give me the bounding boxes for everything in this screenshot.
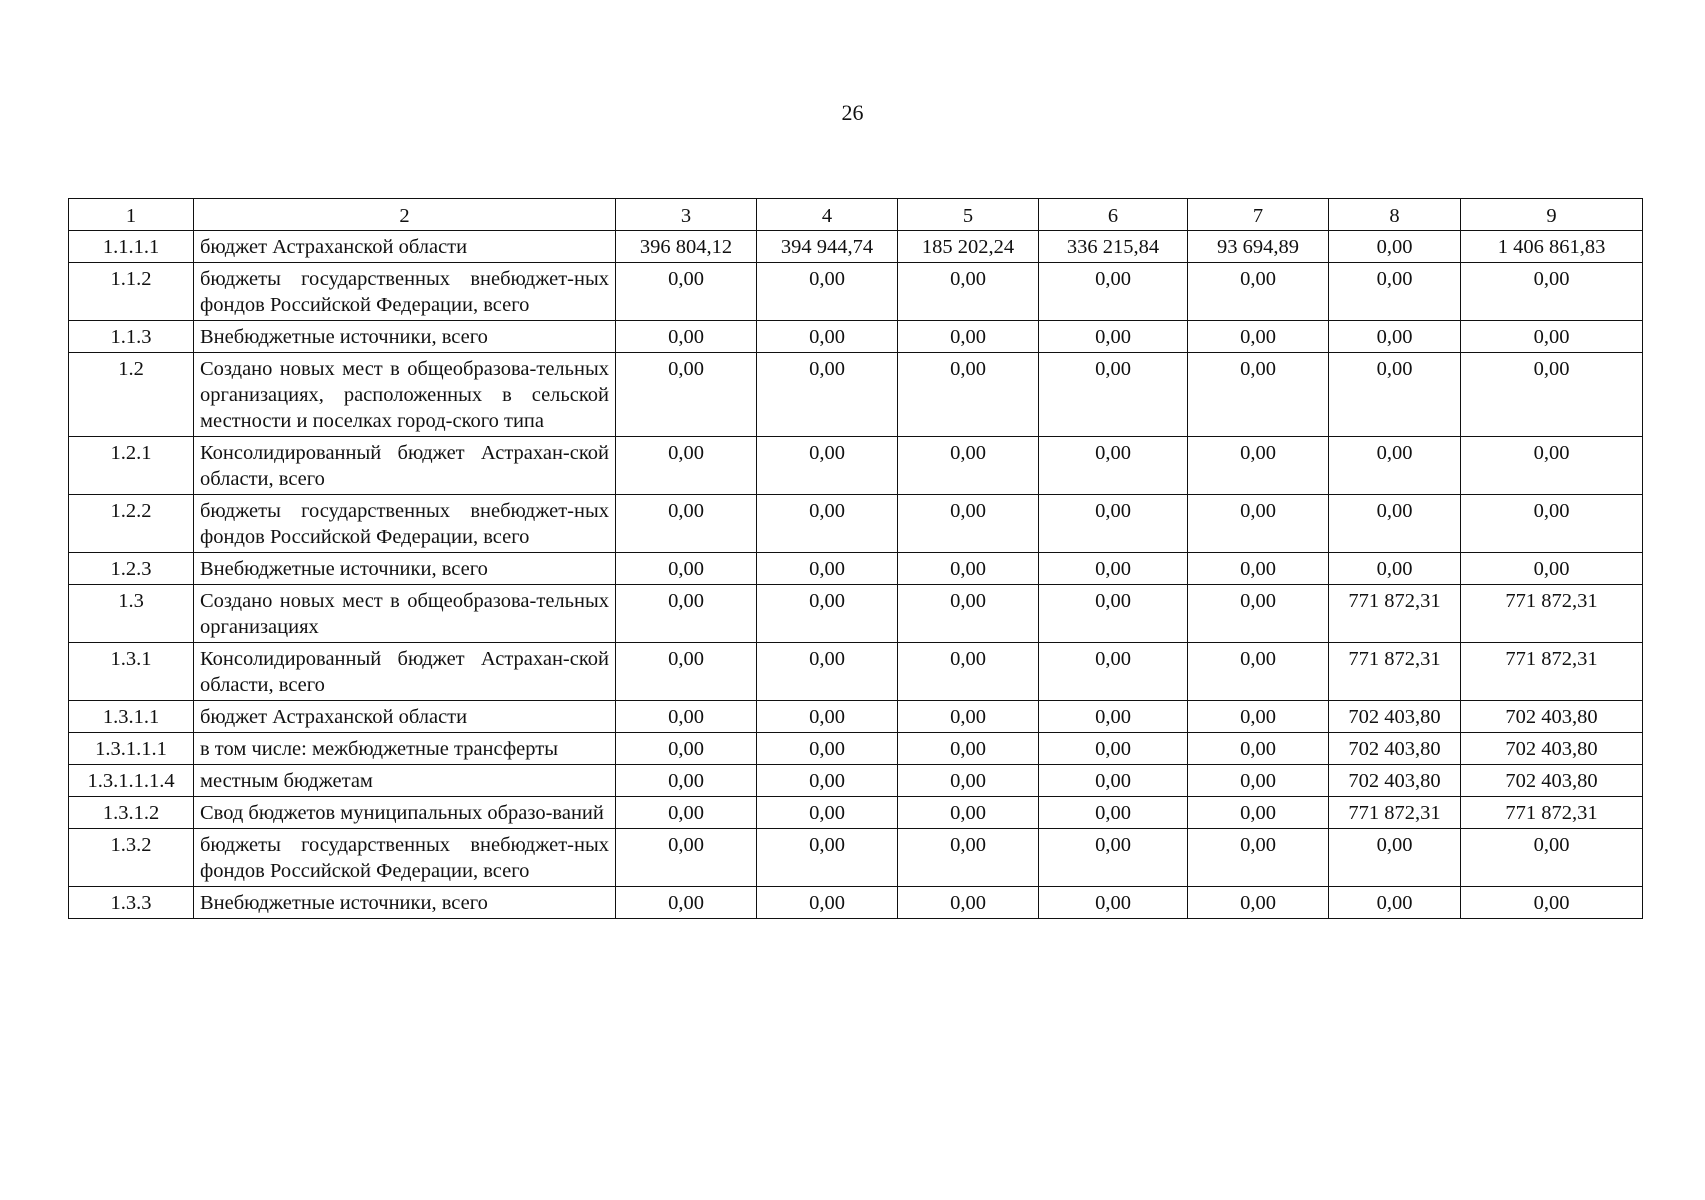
value-cell: 1 406 861,83 xyxy=(1461,231,1643,263)
value-cell: 0,00 xyxy=(1039,829,1188,887)
column-header: 3 xyxy=(616,199,757,231)
value-cell: 0,00 xyxy=(1461,887,1643,919)
value-cell: 0,00 xyxy=(898,643,1039,701)
value-cell: 702 403,80 xyxy=(1329,765,1461,797)
row-name-cell: в том числе: межбюджетные трансферты xyxy=(194,733,616,765)
row-code-cell: 1.3.1.2 xyxy=(69,797,194,829)
table-row xyxy=(69,231,1643,263)
row-name-cell: Внебюджетные источники, всего xyxy=(194,887,616,919)
value-cell: 0,00 xyxy=(616,437,757,495)
column-header: 7 xyxy=(1188,199,1329,231)
page-number: 26 xyxy=(841,100,864,125)
value-cell: 0,00 xyxy=(1329,829,1461,887)
value-cell: 0,00 xyxy=(898,495,1039,553)
table-row xyxy=(69,797,1643,829)
value-cell: 0,00 xyxy=(898,887,1039,919)
value-cell: 0,00 xyxy=(898,585,1039,643)
value-cell: 0,00 xyxy=(757,887,898,919)
row-code-cell: 1.2 xyxy=(69,353,194,437)
value-cell: 0,00 xyxy=(616,765,757,797)
row-name-cell: бюджет Астраханской области xyxy=(194,231,616,263)
value-cell: 702 403,80 xyxy=(1461,733,1643,765)
value-cell: 0,00 xyxy=(1461,263,1643,321)
row-name-cell: местным бюджетам xyxy=(194,765,616,797)
row-name-cell: Создано новых мест в общеобразова-тельных организациях, расположенных в сельской местности и поселках город-ского типа xyxy=(194,353,616,437)
value-cell: 0,00 xyxy=(757,765,898,797)
value-cell: 0,00 xyxy=(1188,797,1329,829)
value-cell: 771 872,31 xyxy=(1461,585,1643,643)
value-cell: 0,00 xyxy=(1329,353,1461,437)
row-code-cell: 1.2.2 xyxy=(69,495,194,553)
value-cell: 0,00 xyxy=(898,263,1039,321)
value-cell: 0,00 xyxy=(616,353,757,437)
row-name-cell: бюджеты государственных внебюджет-ных фондов Российской Федерации, всего xyxy=(194,495,616,553)
value-cell: 0,00 xyxy=(1461,553,1643,585)
value-cell: 0,00 xyxy=(1461,829,1643,887)
value-cell: 0,00 xyxy=(1329,437,1461,495)
column-header: 2 xyxy=(194,199,616,231)
row-code-cell: 1.2.3 xyxy=(69,553,194,585)
table-row xyxy=(69,829,1643,887)
value-cell: 0,00 xyxy=(1039,353,1188,437)
value-cell: 93 694,89 xyxy=(1188,231,1329,263)
value-cell: 0,00 xyxy=(757,495,898,553)
value-cell: 0,00 xyxy=(616,263,757,321)
value-cell: 336 215,84 xyxy=(1039,231,1188,263)
value-cell: 0,00 xyxy=(1188,437,1329,495)
value-cell: 0,00 xyxy=(1188,765,1329,797)
value-cell: 0,00 xyxy=(1188,829,1329,887)
value-cell: 0,00 xyxy=(757,733,898,765)
row-code-cell: 1.3.1.1 xyxy=(69,701,194,733)
value-cell: 0,00 xyxy=(1039,643,1188,701)
row-code-cell: 1.3.1 xyxy=(69,643,194,701)
budget-table xyxy=(68,198,1643,919)
value-cell: 771 872,31 xyxy=(1461,797,1643,829)
value-cell: 702 403,80 xyxy=(1329,733,1461,765)
row-code-cell: 1.1.1.1 xyxy=(69,231,194,263)
value-cell: 0,00 xyxy=(1461,321,1643,353)
value-cell: 0,00 xyxy=(1188,495,1329,553)
row-name-cell: бюджет Астраханской области xyxy=(194,701,616,733)
value-cell: 0,00 xyxy=(757,585,898,643)
value-cell: 0,00 xyxy=(898,437,1039,495)
value-cell: 771 872,31 xyxy=(1329,585,1461,643)
column-header: 5 xyxy=(898,199,1039,231)
value-cell: 0,00 xyxy=(1188,321,1329,353)
row-name-cell: Создано новых мест в общеобразова-тельных организациях xyxy=(194,585,616,643)
value-cell: 0,00 xyxy=(757,263,898,321)
row-code-cell: 1.2.1 xyxy=(69,437,194,495)
column-header: 4 xyxy=(757,199,898,231)
row-name-cell: Внебюджетные источники, всего xyxy=(194,553,616,585)
value-cell: 0,00 xyxy=(616,701,757,733)
value-cell: 0,00 xyxy=(1039,797,1188,829)
column-header: 6 xyxy=(1039,199,1188,231)
value-cell: 0,00 xyxy=(616,643,757,701)
row-name-cell: бюджеты государственных внебюджет-ных фондов Российской Федерации, всего xyxy=(194,263,616,321)
row-code-cell: 1.3.3 xyxy=(69,887,194,919)
value-cell: 0,00 xyxy=(1039,553,1188,585)
value-cell: 0,00 xyxy=(1039,887,1188,919)
value-cell: 0,00 xyxy=(1329,231,1461,263)
value-cell: 0,00 xyxy=(616,829,757,887)
row-code-cell: 1.1.2 xyxy=(69,263,194,321)
value-cell: 0,00 xyxy=(616,585,757,643)
value-cell: 0,00 xyxy=(1329,263,1461,321)
table-row xyxy=(69,321,1643,353)
row-code-cell: 1.3.1.1.1 xyxy=(69,733,194,765)
value-cell: 0,00 xyxy=(898,797,1039,829)
value-cell: 0,00 xyxy=(1188,643,1329,701)
value-cell: 702 403,80 xyxy=(1461,701,1643,733)
table-row xyxy=(69,585,1643,643)
value-cell: 0,00 xyxy=(1188,553,1329,585)
value-cell: 0,00 xyxy=(1329,321,1461,353)
table-row xyxy=(69,765,1643,797)
value-cell: 0,00 xyxy=(757,553,898,585)
table-row xyxy=(69,437,1643,495)
table-row xyxy=(69,643,1643,701)
column-header: 9 xyxy=(1461,199,1643,231)
table-body xyxy=(69,231,1643,919)
row-code-cell: 1.3.1.1.1.4 xyxy=(69,765,194,797)
value-cell: 0,00 xyxy=(616,321,757,353)
value-cell: 0,00 xyxy=(1039,321,1188,353)
value-cell: 0,00 xyxy=(1039,765,1188,797)
value-cell: 0,00 xyxy=(898,829,1039,887)
value-cell: 396 804,12 xyxy=(616,231,757,263)
value-cell: 0,00 xyxy=(757,353,898,437)
value-cell: 0,00 xyxy=(1188,733,1329,765)
table-row xyxy=(69,495,1643,553)
row-code-cell: 1.1.3 xyxy=(69,321,194,353)
value-cell: 394 944,74 xyxy=(757,231,898,263)
table-row xyxy=(69,701,1643,733)
value-cell: 0,00 xyxy=(1039,585,1188,643)
value-cell: 0,00 xyxy=(1461,353,1643,437)
value-cell: 0,00 xyxy=(757,643,898,701)
value-cell: 0,00 xyxy=(1461,495,1643,553)
value-cell: 771 872,31 xyxy=(1461,643,1643,701)
row-name-cell: Внебюджетные источники, всего xyxy=(194,321,616,353)
value-cell: 0,00 xyxy=(1461,437,1643,495)
table-header-row xyxy=(69,199,1643,231)
table-row xyxy=(69,733,1643,765)
value-cell: 0,00 xyxy=(616,887,757,919)
value-cell: 185 202,24 xyxy=(898,231,1039,263)
value-cell: 0,00 xyxy=(1188,701,1329,733)
value-cell: 0,00 xyxy=(1188,887,1329,919)
value-cell: 0,00 xyxy=(898,765,1039,797)
value-cell: 0,00 xyxy=(898,553,1039,585)
value-cell: 0,00 xyxy=(1188,353,1329,437)
row-code-cell: 1.3 xyxy=(69,585,194,643)
table-row xyxy=(69,553,1643,585)
column-header: 1 xyxy=(69,199,194,231)
value-cell: 0,00 xyxy=(757,437,898,495)
row-name-cell: Свод бюджетов муниципальных образо-ваний xyxy=(194,797,616,829)
value-cell: 0,00 xyxy=(1329,495,1461,553)
value-cell: 0,00 xyxy=(1188,585,1329,643)
value-cell: 0,00 xyxy=(1188,263,1329,321)
value-cell: 0,00 xyxy=(757,701,898,733)
value-cell: 0,00 xyxy=(898,321,1039,353)
value-cell: 0,00 xyxy=(1329,553,1461,585)
value-cell: 0,00 xyxy=(898,733,1039,765)
value-cell: 702 403,80 xyxy=(1461,765,1643,797)
value-cell: 0,00 xyxy=(616,553,757,585)
table-row xyxy=(69,263,1643,321)
row-name-cell: Консолидированный бюджет Астрахан-ской области, всего xyxy=(194,437,616,495)
table-row xyxy=(69,353,1643,437)
value-cell: 0,00 xyxy=(616,495,757,553)
value-cell: 702 403,80 xyxy=(1329,701,1461,733)
value-cell: 0,00 xyxy=(757,321,898,353)
value-cell: 0,00 xyxy=(1039,701,1188,733)
value-cell: 771 872,31 xyxy=(1329,643,1461,701)
row-name-cell: бюджеты государственных внебюджет-ных фондов Российской Федерации, всего xyxy=(194,829,616,887)
value-cell: 0,00 xyxy=(1039,495,1188,553)
value-cell: 0,00 xyxy=(616,733,757,765)
row-name-cell: Консолидированный бюджет Астрахан-ской области, всего xyxy=(194,643,616,701)
table-row xyxy=(69,887,1643,919)
value-cell: 0,00 xyxy=(1039,733,1188,765)
column-header: 8 xyxy=(1329,199,1461,231)
value-cell: 0,00 xyxy=(898,701,1039,733)
value-cell: 0,00 xyxy=(898,353,1039,437)
value-cell: 0,00 xyxy=(1039,263,1188,321)
value-cell: 0,00 xyxy=(1329,887,1461,919)
value-cell: 0,00 xyxy=(757,829,898,887)
value-cell: 0,00 xyxy=(1039,437,1188,495)
row-code-cell: 1.3.2 xyxy=(69,829,194,887)
value-cell: 0,00 xyxy=(757,797,898,829)
value-cell: 771 872,31 xyxy=(1329,797,1461,829)
value-cell: 0,00 xyxy=(616,797,757,829)
